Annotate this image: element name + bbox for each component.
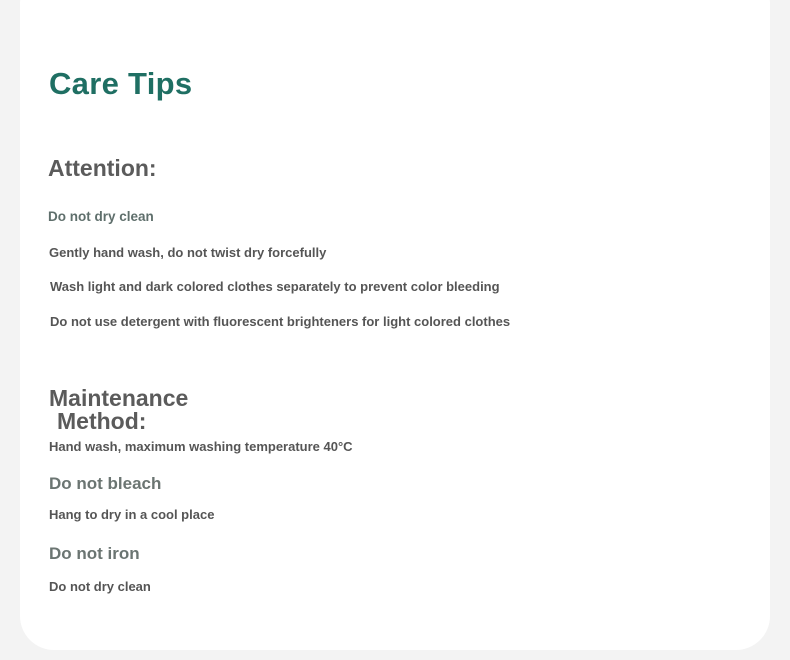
bleach-heading: Do not bleach xyxy=(49,474,162,493)
maintenance-heading-line1: Maintenance xyxy=(49,385,189,411)
iron-heading: Do not iron xyxy=(49,544,140,563)
attention-item-3: Wash light and dark colored clothes separately to prevent color bleeding xyxy=(50,279,500,294)
dry-instruction: Hang to dry in a cool place xyxy=(49,507,215,522)
care-tips-title: Care Tips xyxy=(49,66,193,101)
attention-item-1: Do not dry clean xyxy=(48,209,154,224)
attention-heading: Attention: xyxy=(48,155,157,181)
attention-item-2: Gently hand wash, do not twist dry forcefully xyxy=(49,245,327,260)
wash-instruction: Hand wash, maximum washing temperature 40°C xyxy=(49,439,353,454)
maintenance-heading-line2: Method: xyxy=(57,408,147,434)
dry-clean-instruction: Do not dry clean xyxy=(49,579,151,594)
attention-item-4: Do not use detergent with fluorescent brighteners for light colored clothes xyxy=(50,314,511,329)
